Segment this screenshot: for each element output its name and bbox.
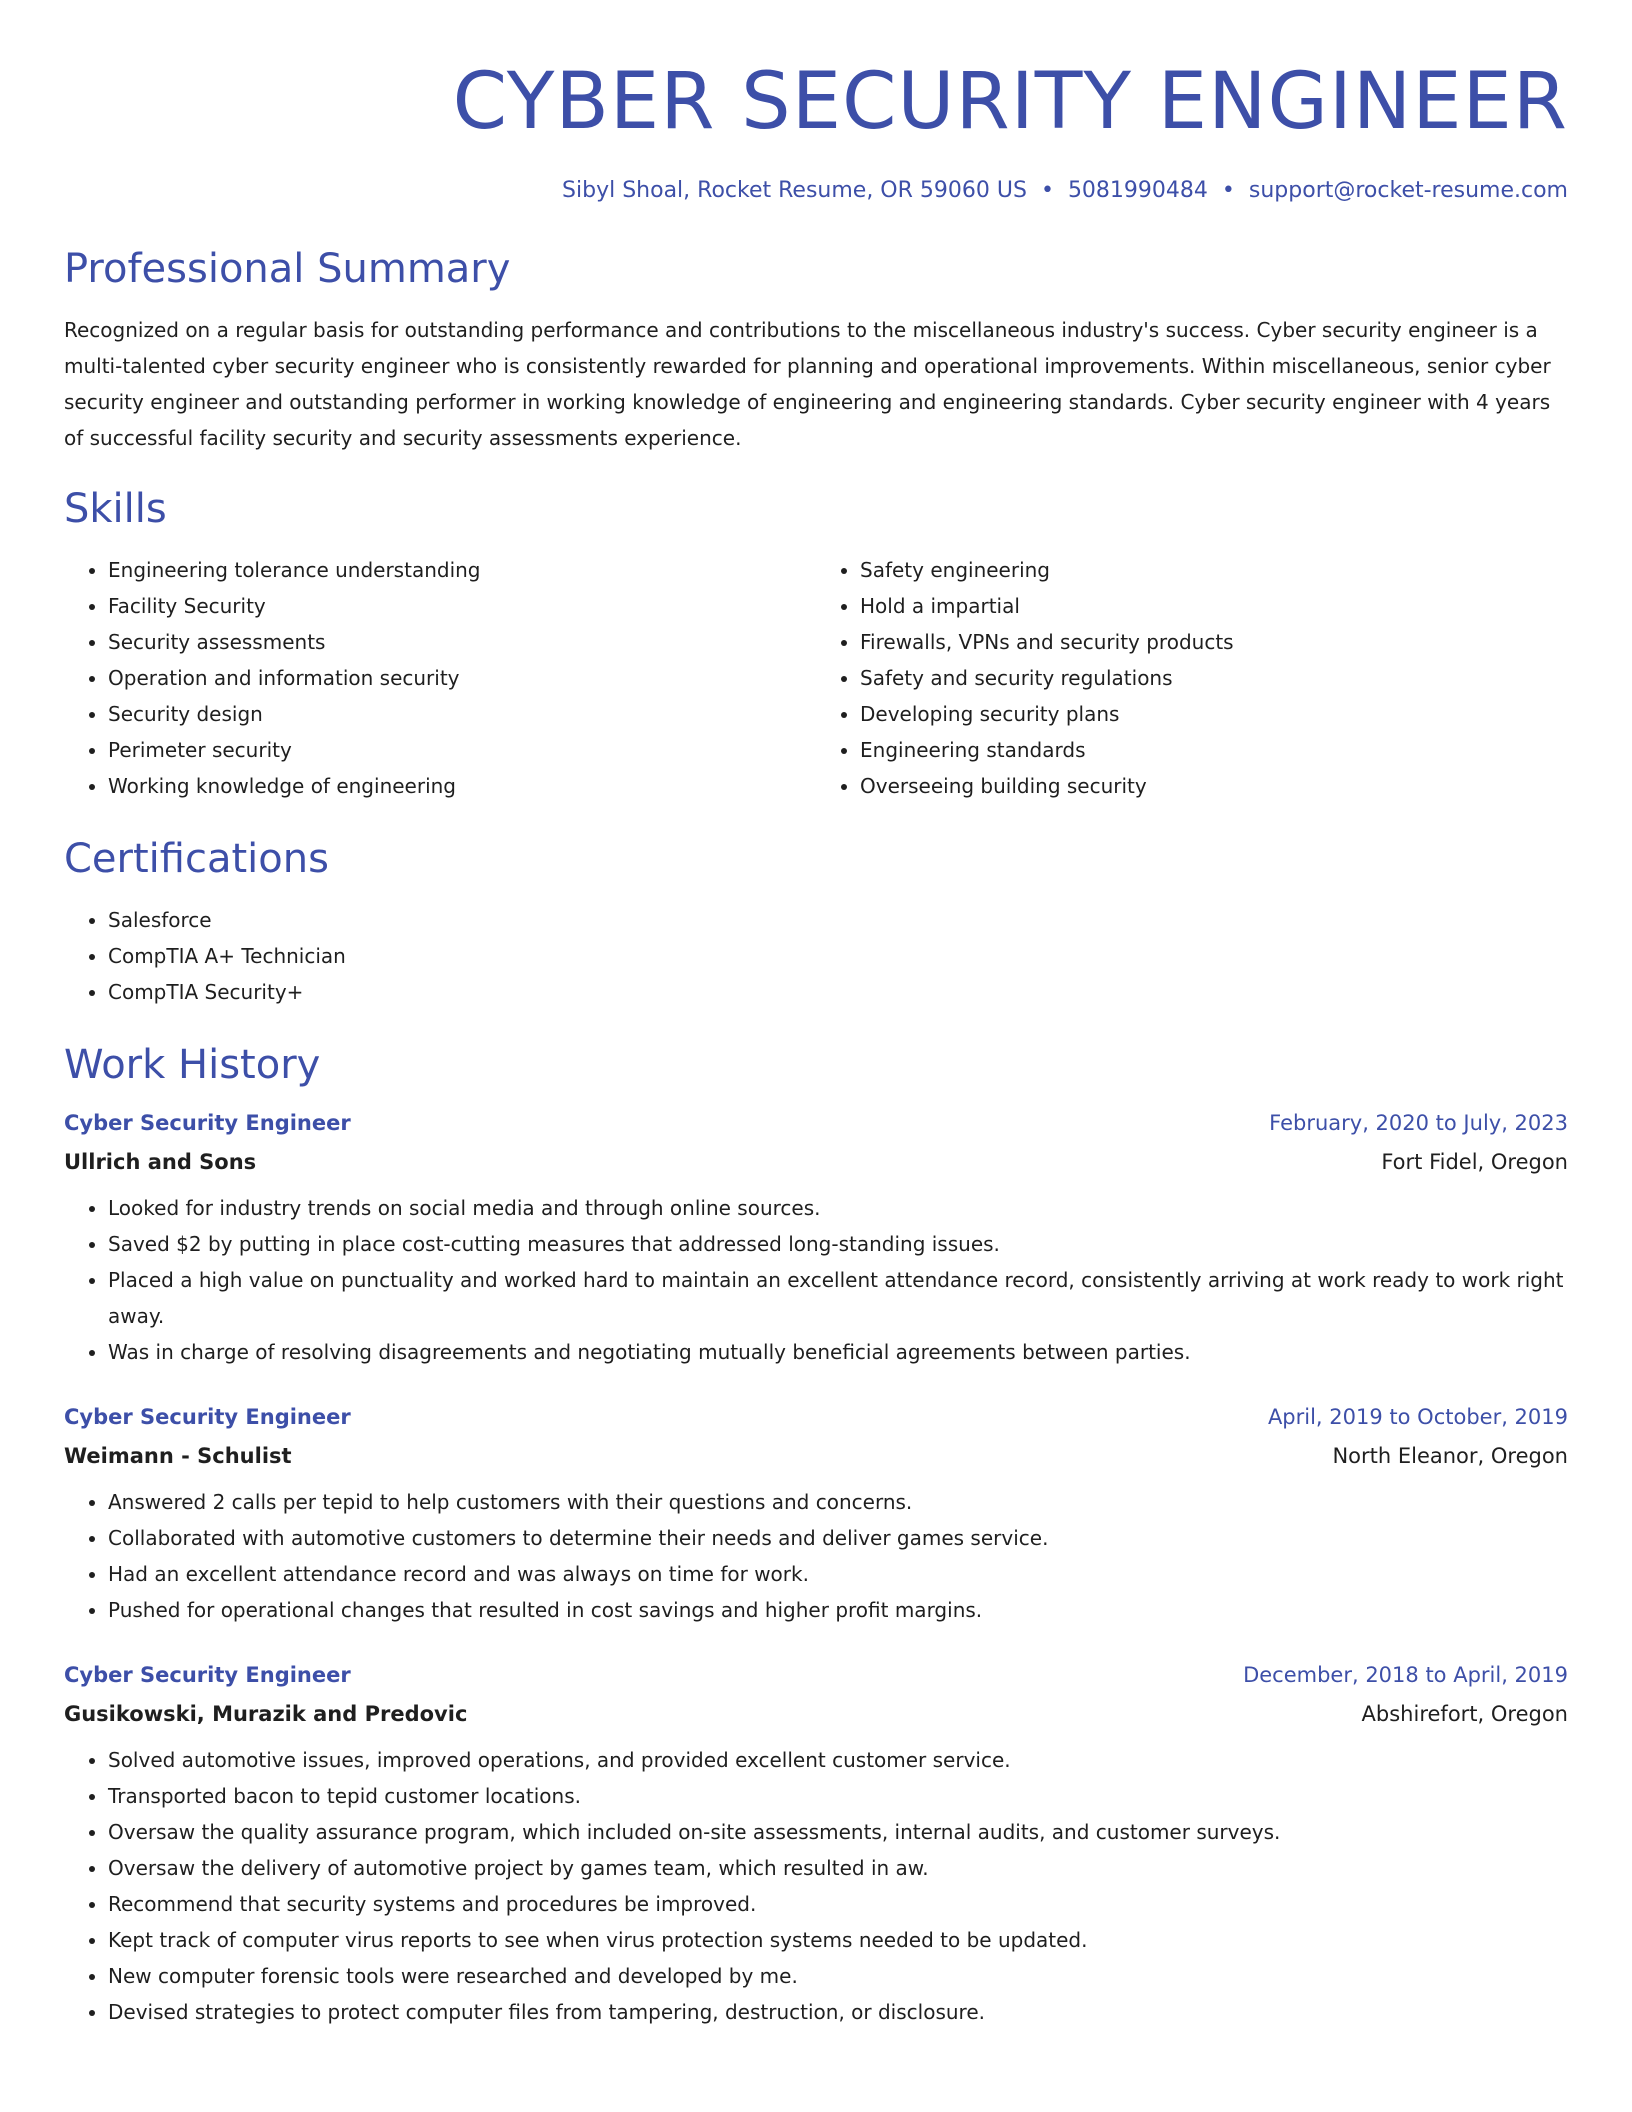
skills-columns <box>64 552 1568 804</box>
job-dates: February, 2020 to July, 2023 <box>1269 1111 1568 1135</box>
job-bullet: • Kept track of computer virus reports to see when virus protection systems needed to be updated. <box>108 1922 1568 1958</box>
job-title-row <box>64 1104 1568 1142</box>
job-bullets <box>64 1484 1568 1628</box>
job-dates: April, 2019 to October, 2019 <box>1267 1405 1568 1429</box>
job-title-row <box>64 1656 1568 1694</box>
skill-item: • Operation and information security <box>108 660 816 696</box>
job-bullet: • Devised strategies to protect computer files from tampering, destruction, or disclosure. <box>108 1994 1568 2030</box>
summary-heading: Professional Summary <box>64 246 511 292</box>
resume-page <box>64 0 1568 2030</box>
skill-item: • Hold a impartial <box>860 588 1568 624</box>
skill-item: • Firewalls, VPNs and security products <box>860 624 1568 660</box>
job-bullet: • Transported bacon to tepid customer locations. <box>108 1778 1568 1814</box>
skill-item: • Security design <box>108 696 816 732</box>
skills-heading: Skills <box>64 486 167 532</box>
skill-item: • Engineering standards <box>860 732 1568 768</box>
skill-item: • Working knowledge of engineering <box>108 768 816 804</box>
certifications-list <box>64 902 1568 1010</box>
skill-item: • Overseeing building security <box>860 768 1568 804</box>
contact-separator: • <box>1040 178 1054 203</box>
job-dates: December, 2018 to April, 2019 <box>1243 1663 1568 1687</box>
job-bullets <box>64 1190 1568 1370</box>
certification-item: • CompTIA A+ Technician <box>108 938 1568 974</box>
job-location: Fort Fidel, Oregon <box>1381 1150 1568 1174</box>
job-bullet: • Pushed for operational changes that resulted in cost savings and higher profit margins. <box>108 1592 1568 1628</box>
job-title-row <box>64 1398 1568 1436</box>
skill-item: • Safety engineering <box>860 552 1568 588</box>
job-company-row <box>64 1694 1568 1734</box>
job-bullet: • Was in charge of resolving disagreements and negotiating mutually beneficial agreements between parties. <box>108 1334 1568 1370</box>
job-bullet: • Saved $2 by putting in place cost-cutting measures that addressed long-standing issues. <box>108 1226 1568 1262</box>
job-entry <box>64 1398 1568 1628</box>
job-title: Cyber Security Engineer <box>64 1663 351 1687</box>
job-bullet: • Answered 2 calls per tepid to help customers with their questions and concerns. <box>108 1484 1568 1520</box>
skills-list-left <box>64 552 816 804</box>
job-location: North Eleanor, Oregon <box>1332 1444 1568 1468</box>
work-history-heading: Work History <box>64 1042 321 1088</box>
job-location: Abshirefort, Oregon <box>1361 1702 1568 1726</box>
job-bullet: • Solved automotive issues, improved operations, and provided excellent customer service. <box>108 1742 1568 1778</box>
skill-item: • Safety and security regulations <box>860 660 1568 696</box>
job-bullet: • Looked for industry trends on social media and through online sources. <box>108 1190 1568 1226</box>
job-bullet: • Placed a high value on punctuality and worked hard to maintain an excellent attendance record, consistently arriving at work ready to work right away. <box>108 1262 1568 1334</box>
job-bullet: • Oversaw the quality assurance program, which included on-site assessments, internal audits, and customer surveys. <box>108 1814 1568 1850</box>
job-bullet: • Had an excellent attendance record and was always on time for work. <box>108 1556 1568 1592</box>
contact-separator: • <box>1221 178 1235 203</box>
job-bullet: • Oversaw the delivery of automotive project by games team, which resulted in aw. <box>108 1850 1568 1886</box>
job-entry <box>64 1656 1568 2030</box>
contact-email[interactable]: support@rocket-resume.com <box>1248 178 1568 203</box>
contact-line <box>64 176 1568 206</box>
resume-header <box>64 0 1568 206</box>
job-bullet: • Collaborated with automotive customers to determine their needs and deliver games service. <box>108 1520 1568 1556</box>
job-company-row <box>64 1142 1568 1182</box>
job-title: Cyber Security Engineer <box>64 1111 351 1135</box>
contact-address: Sibyl Shoal, Rocket Resume, OR 59060 US <box>562 178 1027 203</box>
certification-item: • CompTIA Security+ <box>108 974 1568 1010</box>
job-company: Ullrich and Sons <box>64 1150 257 1174</box>
certifications-heading: Certifications <box>64 836 329 882</box>
skills-list-right <box>816 552 1568 804</box>
job-company: Weimann - Schulist <box>64 1444 292 1468</box>
job-bullets <box>64 1742 1568 2030</box>
skill-item: • Security assessments <box>108 624 816 660</box>
job-bullet: • New computer forensic tools were researched and developed by me. <box>108 1958 1568 1994</box>
contact-phone: 5081990484 <box>1067 178 1208 203</box>
job-entry <box>64 1104 1568 1370</box>
skill-item: • Perimeter security <box>108 732 816 768</box>
skill-item: • Engineering tolerance understanding <box>108 552 816 588</box>
skill-item: • Facility Security <box>108 588 816 624</box>
summary-text: Recognized on a regular basis for outstanding performance and contributions to the miscellaneous industry's success. Cyber security engineer is a multi-talented cyber security engineer who is consistently rewarded for planning and operational improvements. Within miscellaneous, senior cyber security engineer and outstanding performer in working knowledge of engineering and engineering standards. Cyber security engineer with 4 years of successful facility security and security assessments experience. <box>64 318 1551 450</box>
job-company-row <box>64 1436 1568 1476</box>
resume-title: CYBER SECURITY ENGINEER <box>452 57 1568 147</box>
job-title: Cyber Security Engineer <box>64 1405 351 1429</box>
skill-item: • Developing security plans <box>860 696 1568 732</box>
job-company: Gusikowski, Murazik and Predovic <box>64 1702 468 1726</box>
job-bullet: • Recommend that security systems and procedures be improved. <box>108 1886 1568 1922</box>
certification-item: • Salesforce <box>108 902 1568 938</box>
